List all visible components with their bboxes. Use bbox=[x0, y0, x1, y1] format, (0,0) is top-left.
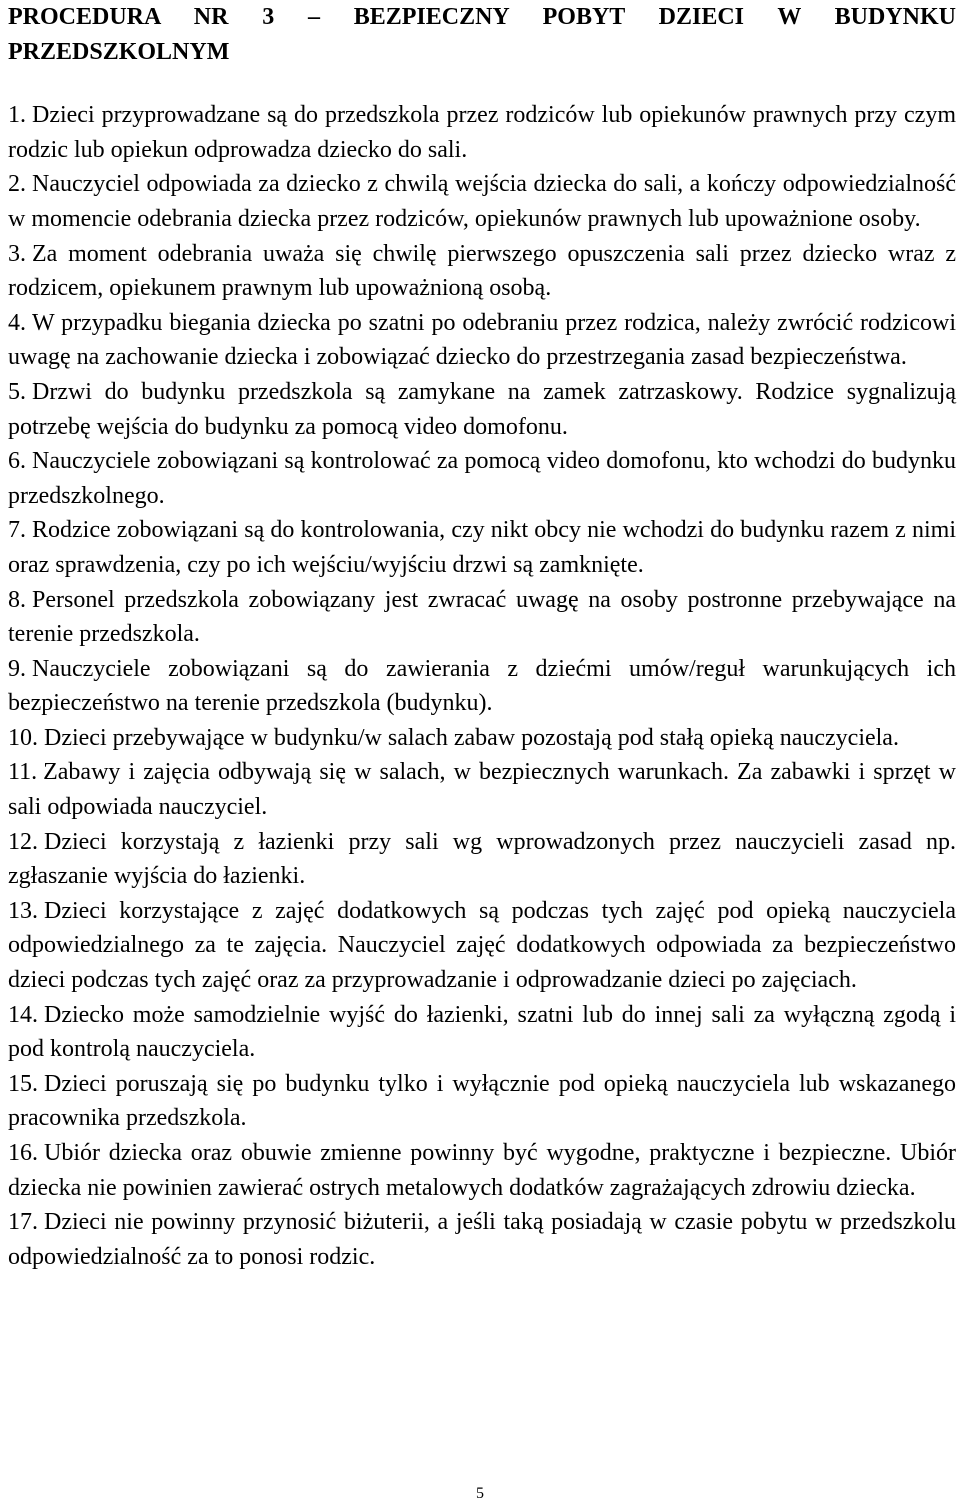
item-number: 1. bbox=[8, 102, 26, 129]
item-text: Nauczyciele zobowiązani są kontrolować za pomocą video domofonu, kto wchodzi do budynku przedszkolnego. bbox=[8, 448, 956, 509]
procedure-item-7 bbox=[8, 513, 956, 582]
procedure-item-15 bbox=[8, 1067, 956, 1136]
procedure-item-10 bbox=[8, 721, 956, 756]
item-text: Dzieci korzystające z zajęć dodatkowych są podczas tych zajęć pod opieką nauczyciela odpowiedzialnego za te zajęcia. Nauczyciel zajęć dodatkowych odpowiada za bezpieczeństwo dzieci podczas tych zajęć oraz za przyprowadzanie i odprowadzanie dzieci po zajęciach. bbox=[8, 897, 956, 994]
procedure-item-13 bbox=[8, 894, 956, 998]
procedure-item-3 bbox=[8, 237, 956, 306]
item-text: Dzieci poruszają się po budynku tylko i wyłącznie pod opieką nauczyciela lub wskazanego pracownika przedszkola. bbox=[8, 1070, 956, 1132]
procedure-title: PROCEDURA NR 3 – BEZPIECZNY POBYT DZIECI W BUDYNKU PRZEDSZKOLNYM bbox=[8, 4, 956, 65]
item-text: W przypadku biegania dziecka po szatni po odebraniu przez rodzica, należy zwrócić rodzicowi uwagę na zachowanie dziecka i zobowiązać dziecko do przestrzegania zasad bezpieczeństwa. bbox=[8, 309, 956, 371]
page-number: 5 bbox=[476, 1485, 484, 1502]
item-text: Za moment odebrania uważa się chwilę pierwszego opuszczenia sali przez dziecko wraz z rodzicem, opiekunem prawnym lub upoważnioną osobą. bbox=[8, 240, 956, 302]
item-number: 3. bbox=[8, 240, 26, 267]
item-text: Zabawy i zajęcia odbywają się w salach, w bezpiecznych warunkach. Za zabawki i sprzęt w sali odpowiada nauczyciel. bbox=[8, 759, 956, 821]
procedure-item-1 bbox=[8, 98, 956, 167]
procedure-item-17 bbox=[8, 1205, 956, 1274]
item-number: 8. bbox=[8, 586, 26, 613]
title-spacer bbox=[8, 69, 956, 98]
item-text: Ubiór dziecka oraz obuwie zmienne powinny być wygodne, praktyczne i bezpieczne. Ubiór dziecka nie powinien zawierać ostrych metalowych dodatków zagrażających zdrowiu dziecka. bbox=[8, 1140, 956, 1201]
document-page bbox=[8, 0, 956, 1274]
item-number: 15. bbox=[8, 1070, 38, 1097]
item-number: 6. bbox=[8, 448, 26, 475]
item-number: 5. bbox=[8, 378, 26, 405]
item-text: Personel przedszkola zobowiązany jest zwracać uwagę na osoby postronne przebywające na terenie przedszkola. bbox=[8, 586, 956, 648]
procedure-item-16 bbox=[8, 1136, 956, 1205]
item-text: Rodzice zobowiązani są do kontrolowania, czy nikt obcy nie wchodzi do budynku razem z nimi oraz sprawdzenia, czy po ich wejściu/wyjściu drzwi są zamknięte. bbox=[8, 517, 956, 578]
procedure-item-2 bbox=[8, 167, 956, 236]
item-number: 7. bbox=[8, 517, 26, 544]
item-number: 9. bbox=[8, 655, 26, 682]
item-text: Dzieci korzystają z łazienki przy sali wg wprowadzonych przez nauczycieli zasad np. zgłaszanie wyjścia do łazienki. bbox=[8, 828, 956, 890]
procedure-item-8 bbox=[8, 583, 956, 652]
item-text: Dzieci nie powinny przynosić biżuterii, a jeśli taką posiadają w czasie pobytu w przedszkolu odpowiedzialność za to ponosi rodzic. bbox=[8, 1209, 956, 1270]
procedure-list bbox=[8, 98, 956, 1274]
procedure-item-9 bbox=[8, 652, 956, 721]
item-number: 14. bbox=[8, 1001, 38, 1028]
item-text: Nauczyciele zobowiązani są do zawierania z dziećmi umów/reguł warunkujących ich bezpieczeństwo na terenie przedszkola (budynku). bbox=[8, 655, 956, 717]
item-text: Dzieci przyprowadzane są do przedszkola przez rodziców lub opiekunów prawnych przy czym rodzic lub opiekun odprowadza dziecko do sali. bbox=[8, 102, 956, 163]
item-number: 10. bbox=[8, 724, 38, 751]
item-text: Nauczyciel odpowiada za dziecko z chwilą wejścia dziecka do sali, a kończy odpowiedzialność w momencie odebrania dziecka przez rodziców, opiekunów prawnych lub upoważnione osoby. bbox=[8, 171, 956, 232]
procedure-item-12 bbox=[8, 825, 956, 894]
item-text: Dzieci przebywające w budynku/w salach zabaw pozostają pod stałą opieką nauczyciela. bbox=[44, 724, 899, 751]
item-number: 12. bbox=[8, 828, 38, 855]
item-number: 11. bbox=[8, 759, 38, 786]
item-text: Drzwi do budynku przedszkola są zamykane na zamek zatrzaskowy. Rodzice sygnalizują potrzebę wejścia do budynku za pomocą video domofonu. bbox=[8, 378, 956, 440]
item-number: 4. bbox=[8, 309, 26, 336]
item-number: 13. bbox=[8, 897, 38, 924]
item-number: 16. bbox=[8, 1140, 38, 1166]
procedure-item-4 bbox=[8, 306, 956, 375]
item-text: Dziecko może samodzielnie wyjść do łazienki, szatni lub do innej sali za wyłączną zgodą i pod kontrolą nauczyciela. bbox=[8, 1001, 956, 1063]
item-number: 2. bbox=[8, 171, 26, 198]
procedure-item-11 bbox=[8, 755, 956, 824]
procedure-item-5 bbox=[8, 375, 956, 444]
procedure-item-14 bbox=[8, 998, 956, 1067]
procedure-item-6 bbox=[8, 444, 956, 513]
item-number: 17. bbox=[8, 1209, 38, 1236]
